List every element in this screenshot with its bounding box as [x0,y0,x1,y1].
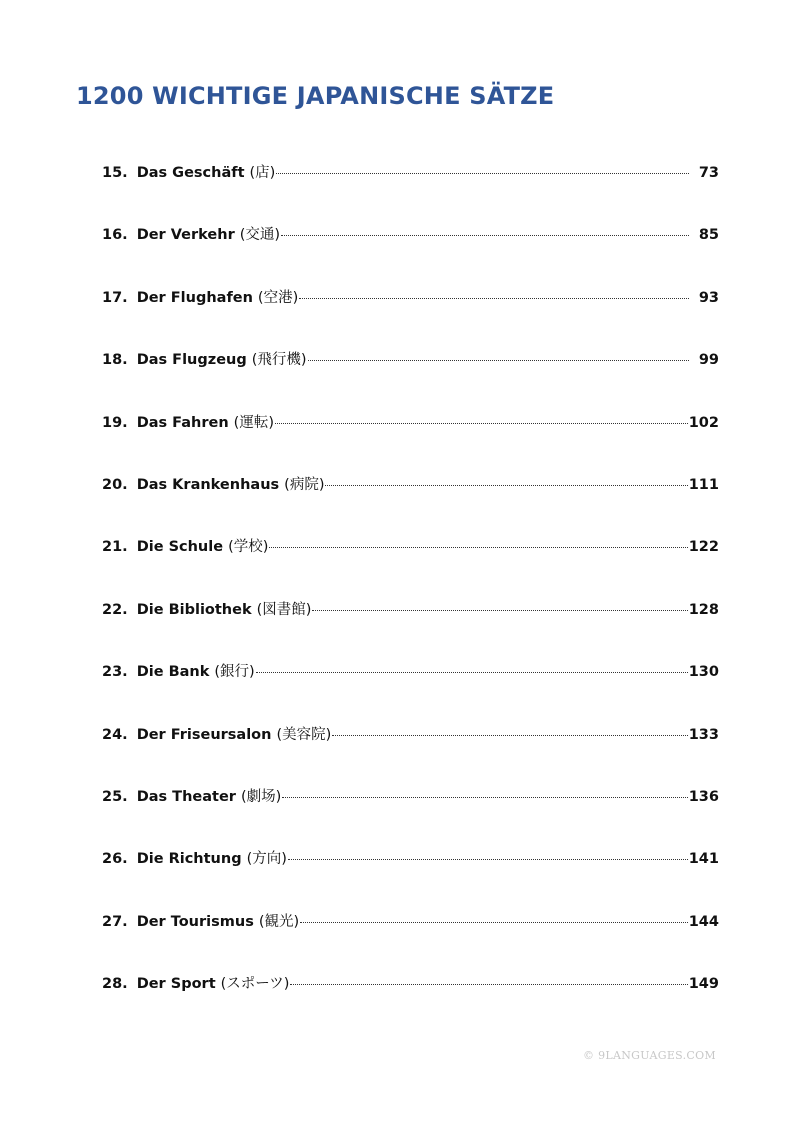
toc-entry[interactable] [102,410,719,472]
toc-entry-number: 15. [102,165,128,181]
toc-entry-japanese: (空港) [257,289,299,306]
toc-entry-title: Das Geschäft [136,165,245,181]
toc-entry-title: Das Krankenhaus [136,476,280,493]
dot-leader [282,796,687,798]
toc-entry-japanese: (店) [249,165,276,181]
toc-entry-number: 16. [102,227,128,244]
toc-entry[interactable] [102,597,719,659]
toc-entry-page: 133 [688,726,719,743]
toc-entry-title: Die Bank [136,664,210,681]
toc-entry[interactable] [102,909,719,971]
toc-entry[interactable] [102,285,719,347]
toc-entry-number: 22. [102,601,128,618]
toc-entry-title: Die Schule [136,539,224,556]
toc-entry-number: 19. [102,414,128,431]
dot-leader [281,234,689,236]
dot-leader [256,671,688,673]
toc-entry[interactable] [102,472,719,534]
toc-entry-title: Der Tourismus [136,913,254,930]
toc-entry-title: Die Richtung [136,851,242,868]
dot-leader [288,858,688,860]
toc-entry-title: Das Flugzeug [136,352,247,369]
toc-entry-title: Das Fahren [136,414,229,431]
dot-leader [300,921,688,923]
toc-entry[interactable] [102,347,719,409]
toc-entry-page: 149 [688,976,719,993]
toc-entry[interactable] [102,846,719,908]
toc-entry-page: 122 [688,539,719,556]
toc-entry-title: Der Friseursalon [136,726,272,743]
toc-entry-page: 85 [698,227,719,244]
toc-entry-japanese: (劇场) [240,788,282,805]
dot-leader [275,422,688,424]
toc-entry[interactable] [102,784,719,846]
page-title: 1200 WICHTIGE JAPANISCHE SÄTZE [76,82,555,110]
toc-entry[interactable] [102,722,719,784]
toc-entry-japanese: (スポーツ) [220,976,290,993]
table-of-contents [102,160,719,1033]
toc-entry-japanese: (美容院) [276,726,332,743]
watermark: © 9LANGUAGES.COM [583,1049,716,1062]
dot-leader [332,734,687,736]
dot-leader [290,983,687,985]
dot-leader [276,172,689,174]
toc-entry[interactable] [102,160,719,222]
toc-entry-number: 25. [102,788,128,805]
toc-entry-japanese: (交通) [239,227,281,244]
toc-entry-japanese: (観光) [258,913,300,930]
toc-entry-title: Die Bibliothek [136,601,252,618]
dot-leader [325,484,687,486]
toc-entry-title: Der Sport [136,976,216,993]
toc-entry[interactable] [102,534,719,596]
toc-entry-page: 73 [698,165,719,181]
dot-leader [308,359,689,361]
toc-entry-number: 18. [102,352,128,369]
toc-entry-number: 20. [102,476,128,493]
dot-leader [312,609,687,611]
toc-entry-number: 28. [102,976,128,993]
toc-entry-page: 141 [688,851,719,868]
toc-entry-japanese: (銀行) [214,664,255,681]
toc-entry-page: 102 [688,414,719,431]
dot-leader [269,546,687,548]
toc-entry-japanese: (飛行機) [251,352,307,369]
toc-entry-page: 111 [688,476,719,493]
toc-entry-japanese: (図書館) [256,601,312,618]
toc-entry-page: 128 [688,601,719,618]
toc-entry-title: Das Theater [136,788,236,805]
toc-entry-number: 27. [102,913,128,930]
toc-entry[interactable] [102,659,719,721]
toc-entry-number: 24. [102,726,128,743]
toc-entry-title: Der Verkehr [136,227,235,244]
toc-entry-number: 23. [102,664,128,681]
toc-entry-japanese: (運転) [233,414,274,431]
toc-entry-japanese: (病院) [284,476,325,493]
toc-entry-number: 26. [102,851,128,868]
toc-entry[interactable] [102,971,719,1033]
toc-entry-title: Der Flughafen [136,289,253,306]
toc-entry-page: 144 [688,913,719,930]
toc-entry-page: 130 [688,664,719,681]
toc-entry-page: 93 [698,289,719,306]
dot-leader [299,297,689,299]
toc-entry-page: 136 [688,788,719,805]
toc-entry-number: 21. [102,539,128,556]
toc-entry-page: 99 [698,352,719,369]
toc-entry-number: 17. [102,289,128,306]
toc-entry-japanese: (方向) [246,851,287,868]
toc-entry-japanese: (学校) [228,539,269,556]
toc-entry[interactable] [102,222,719,284]
